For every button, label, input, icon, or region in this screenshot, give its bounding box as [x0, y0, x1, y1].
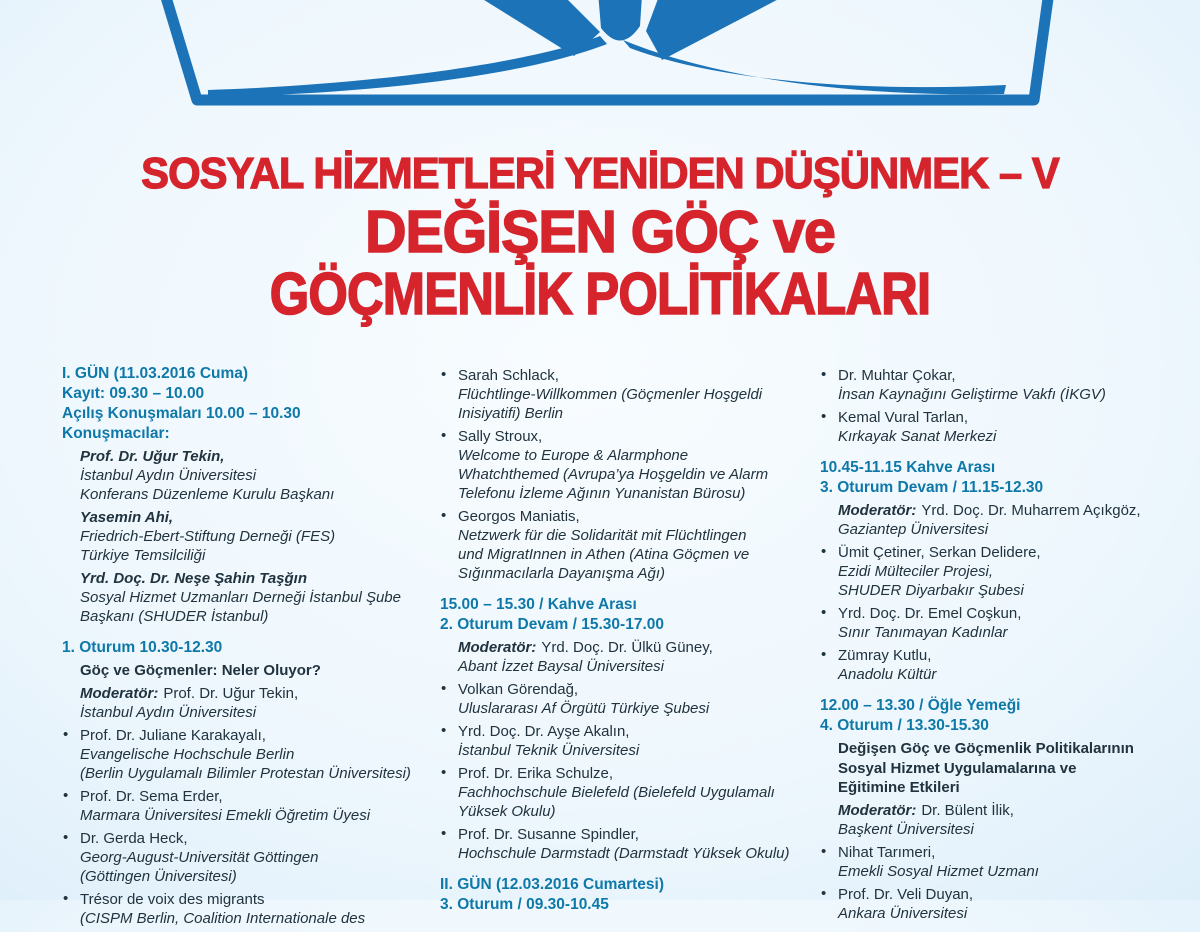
speaker-list-item-content [458, 825, 802, 863]
moderator-line [458, 638, 802, 657]
speaker-list-item-content [458, 366, 802, 423]
speaker-name: Prof. Dr. Sema Erder, [80, 787, 223, 805]
speaker-affiliation: (Göttingen Üniversitesi) [80, 867, 237, 885]
moderator-label: Moderatör: [80, 684, 159, 702]
session-heading [820, 696, 1188, 736]
speaker-entry [62, 569, 420, 626]
speaker-list-item-content [838, 604, 1188, 642]
speaker-name: Trésor de voix des migrants [80, 890, 265, 908]
speaker-affiliation: Başkanı (SHUDER İstanbul) [80, 608, 269, 625]
session-heading-line: Kayıt: 09.30 – 10.00 [62, 385, 205, 402]
speaker-list-item [820, 604, 1188, 642]
speaker-name: Prof. Dr. Erika Schulze, [458, 765, 614, 782]
bullet-icon: • [441, 427, 447, 444]
moderator-entry [440, 638, 802, 676]
bullet-icon: • [821, 884, 827, 902]
speaker-list-item-content [458, 722, 802, 760]
session-heading-line: 12.00 – 13.30 / Öğle Yemeği [820, 697, 1021, 714]
speaker-name: Ümit Çetiner, Serkan Delidere, [838, 544, 1041, 561]
speaker-list-item-content [80, 787, 420, 825]
program-column-day1 [62, 364, 420, 932]
speaker-affiliation: Yüksek Okulu) [458, 803, 556, 820]
session-topic [62, 661, 420, 681]
moderator-name: Dr. Bülent İlik, [921, 801, 1014, 819]
speaker-list-item-content [838, 843, 1188, 881]
poster-title-line: SOSYAL HİZMETLERİ YENİDEN DÜŞÜNMEK – V [141, 149, 1059, 198]
speaker-name: Volkan Görendağ, [458, 681, 579, 698]
speaker-affiliation: und MigratInnen in Athen (Atina Göçmen ve [458, 546, 750, 563]
speaker-list-item-content [80, 829, 420, 886]
moderator-name: Yrd. Doç. Dr. Ülkü Güney, [541, 639, 713, 656]
session-topic-line: Değişen Göç ve Göçmenlik Politikalarının [838, 740, 1134, 757]
speaker-affiliation: Friedrich-Ebert-Stiftung Derneği (FES) [80, 528, 336, 545]
session-heading-line: II. GÜN (12.03.2016 Cumartesi) [440, 876, 664, 893]
speaker-list-item-content [838, 543, 1188, 600]
speaker-list-item-content [458, 427, 802, 503]
session-heading [62, 364, 420, 444]
speaker-list-item [820, 843, 1188, 881]
speaker-name: Kemal Vural Tarlan, [838, 409, 969, 426]
speaker-affiliation: Ezidi Mülteciler Projesi, [838, 563, 994, 580]
speaker-list-item [820, 885, 1188, 923]
speaker-name: Georgos Maniatis, [458, 508, 580, 525]
bullet-icon: • [821, 543, 827, 560]
speaker-affiliation: Hochschule Darmstadt (Darmstadt Yüksek Okulu) [458, 845, 790, 862]
session-heading-line: Konuşmacılar: [62, 425, 170, 442]
speaker-affiliation: Netzwerk für die Solidarität mit Flüchtlingen [458, 527, 747, 544]
moderator-entry [820, 501, 1188, 539]
speaker-affiliation: SHUDER Diyarbakır Şubesi [838, 582, 1024, 599]
moderator-affiliation: Abant İzzet Baysal Üniversitesi [458, 658, 664, 675]
session-heading-line: 3. Oturum / 09.30-10.45 [440, 896, 609, 913]
bullet-icon: • [821, 842, 827, 860]
program-column-middle [440, 366, 802, 918]
moderator-entry [820, 801, 1188, 839]
speaker-affiliation: Telefonu İzleme Ağının Yunanistan Bürosu) [458, 485, 746, 502]
speaker-affiliation: Sosyal Hizmet Uzmanları Derneği İstanbul Şube [80, 589, 401, 606]
session-heading [440, 875, 802, 915]
speaker-affiliation: Welcome to Europe & Alarmphone [458, 447, 689, 464]
speaker-name: Yrd. Doç. Dr. Ayşe Akalın, [458, 723, 630, 740]
bullet-icon: • [441, 764, 447, 781]
session-topic-line: Sosyal Hizmet Uygulamalarına ve [838, 759, 1077, 777]
poster-title [0, 146, 1200, 325]
speaker-affiliation: Uluslararası Af Örgütü Türkiye Şubesi [458, 700, 710, 717]
moderator-line [80, 684, 420, 703]
speaker-entry [62, 447, 420, 504]
session-heading-line: I. GÜN (11.03.2016 Cuma) [62, 365, 249, 382]
open-book-icon [0, 0, 1200, 132]
bullet-icon: • [63, 828, 69, 846]
speaker-affiliation: Kırkayak Sanat Merkezi [838, 428, 997, 445]
speaker-list-item [440, 825, 802, 863]
moderator-entry [62, 684, 420, 722]
session-topic [820, 739, 1188, 798]
speaker-list-item [440, 680, 802, 718]
bullet-icon: • [63, 889, 69, 907]
bullet-icon: • [441, 722, 447, 739]
speaker-name: Yrd. Doç. Dr. Neşe Şahin Taşğın [80, 570, 308, 587]
speaker-list-item-content [458, 507, 802, 583]
speaker-name: Zümray Kutlu, [838, 647, 932, 664]
speaker-list-item [440, 507, 802, 583]
speaker-name: Sally Stroux, [458, 428, 543, 445]
speaker-affiliation: İstanbul Teknik Üniversitesi [458, 742, 640, 759]
speaker-affiliation: Fachhochschule Bielefeld (Bielefeld Uygulamalı [458, 784, 775, 801]
speaker-name: Nihat Tarımeri, [838, 843, 936, 861]
speaker-affiliation: Sığınmacılarla Dayanışma Ağı) [458, 565, 666, 582]
speaker-name: Dr. Muhtar Çokar, [838, 367, 956, 384]
speaker-list-item-content [458, 764, 802, 821]
speaker-affiliation: (Berlin Uygulamalı Bilimler Protestan Üniversitesi) [80, 764, 411, 782]
session-heading-line: 4. Oturum / 13.30-15.30 [820, 717, 989, 734]
moderator-affiliation: İstanbul Aydın Üniversitesi [80, 703, 257, 721]
speaker-list-item [62, 829, 420, 886]
speaker-affiliation: Marmara Üniversitesi Emekli Öğretim Üyesi [80, 806, 371, 824]
speaker-list-item [440, 722, 802, 760]
speaker-name: Prof. Dr. Susanne Spindler, [458, 826, 639, 843]
poster-title-line: GÖÇMENLİK POLİTİKALARI [269, 261, 931, 327]
session-heading-line: 2. Oturum Devam / 15.30-17.00 [440, 616, 665, 633]
program-column-day2 [820, 366, 1188, 927]
speaker-affiliation: (CISPM Berlin, Coalition Internationale des [80, 909, 366, 927]
moderator-label: Moderatör: [458, 639, 537, 656]
speaker-list-item [440, 764, 802, 821]
speaker-list-item [820, 366, 1188, 404]
session-heading-line: 3. Oturum Devam / 11.15-12.30 [820, 479, 1044, 496]
speaker-list-item [440, 427, 802, 503]
bullet-icon: • [441, 825, 447, 842]
session-topic-line: Göç ve Göçmenler: Neler Oluyor? [80, 662, 321, 679]
speaker-affiliation: İstanbul Aydın Üniversitesi [80, 467, 257, 484]
speaker-affiliation: Flüchtlinge-Willkommen (Göçmenler Hoşgeldi [458, 386, 763, 403]
speaker-list-item [62, 890, 420, 928]
speaker-list-item-content [838, 366, 1188, 404]
moderator-line [838, 501, 1188, 520]
session-heading-line: 10.45-11.15 Kahve Arası [820, 459, 996, 476]
speaker-affiliation: Konferans Düzenleme Kurulu Başkanı [80, 486, 335, 503]
speaker-name: Prof. Dr. Uğur Tekin, [80, 448, 225, 465]
bullet-icon: • [441, 366, 447, 383]
session-heading [820, 458, 1188, 498]
moderator-name: Prof. Dr. Uğur Tekin, [163, 684, 299, 702]
moderator-affiliation: Başkent Üniversitesi [838, 820, 974, 838]
session-heading [440, 595, 802, 635]
speaker-affiliation: Whatchthemed (Avrupa’ya Hoşgeldin ve Alarm [458, 466, 769, 483]
moderator-name: Yrd. Doç. Dr. Muharrem Açıkgöz, [921, 502, 1141, 519]
bullet-icon: • [63, 786, 69, 804]
speaker-list-item-content [838, 646, 1188, 684]
speaker-list-item [820, 646, 1188, 684]
bullet-icon: • [821, 646, 827, 663]
speaker-affiliation: Anadolu Kültür [838, 666, 937, 683]
moderator-label: Moderatör: [838, 502, 917, 519]
speaker-affiliation: Inisiyatifi) Berlin [458, 405, 564, 422]
speaker-list-item [62, 726, 420, 783]
speaker-entry [62, 508, 420, 565]
bullet-icon: • [821, 366, 827, 383]
speaker-affiliation: Ankara Üniversitesi [838, 904, 968, 922]
speaker-list-item [820, 408, 1188, 446]
speaker-affiliation: Emekli Sosyal Hizmet Uzmanı [838, 862, 1039, 880]
speaker-list-item [440, 366, 802, 423]
speaker-name: Prof. Dr. Veli Duyan, [838, 885, 974, 903]
moderator-label: Moderatör: [838, 801, 917, 819]
session-topic-line: Eğitimine Etkileri [838, 779, 960, 796]
speaker-name: Prof. Dr. Juliane Karakayalı, [80, 726, 266, 744]
session-heading-line: Açılış Konuşmaları 10.00 – 10.30 [62, 405, 301, 422]
speaker-affiliation: Türkiye Temsilciliği [80, 547, 206, 564]
session-heading-line: 15.00 – 15.30 / Kahve Arası [440, 596, 637, 613]
bullet-icon: • [441, 507, 447, 524]
speaker-name: Dr. Gerda Heck, [80, 829, 188, 847]
speaker-name: Yasemin Ahi, [80, 509, 174, 526]
bullet-icon: • [63, 725, 69, 743]
speaker-name: Sarah Schlack, [458, 367, 559, 384]
university-logo [0, 0, 1200, 132]
speaker-affiliation: İnsan Kaynağını Geliştirme Vakfı (İKGV) [838, 386, 1106, 403]
bullet-icon: • [821, 604, 827, 621]
speaker-affiliation: Sınır Tanımayan Kadınlar [838, 624, 1008, 641]
moderator-line [838, 801, 1188, 820]
speaker-list-item-content [80, 726, 420, 783]
speaker-affiliation: Georg-August-Universität Göttingen [80, 848, 319, 866]
bullet-icon: • [821, 408, 827, 425]
speaker-list-item-content [838, 408, 1188, 446]
speaker-affiliation: Evangelische Hochschule Berlin [80, 745, 295, 763]
speaker-list-item-content [838, 885, 1188, 923]
speaker-list-item-content [458, 680, 802, 718]
speaker-list-item [62, 787, 420, 825]
speaker-name: Yrd. Doç. Dr. Emel Coşkun, [838, 605, 1022, 622]
speaker-list-item [820, 543, 1188, 600]
poster-title-line: DEĞİŞEN GÖÇ ve [365, 199, 835, 265]
session-heading [62, 638, 420, 658]
bullet-icon: • [441, 680, 447, 697]
moderator-affiliation: Gaziantep Üniversitesi [838, 521, 989, 538]
speaker-list-item-content [80, 890, 420, 928]
session-heading-line: 1. Oturum 10.30-12.30 [62, 639, 223, 656]
